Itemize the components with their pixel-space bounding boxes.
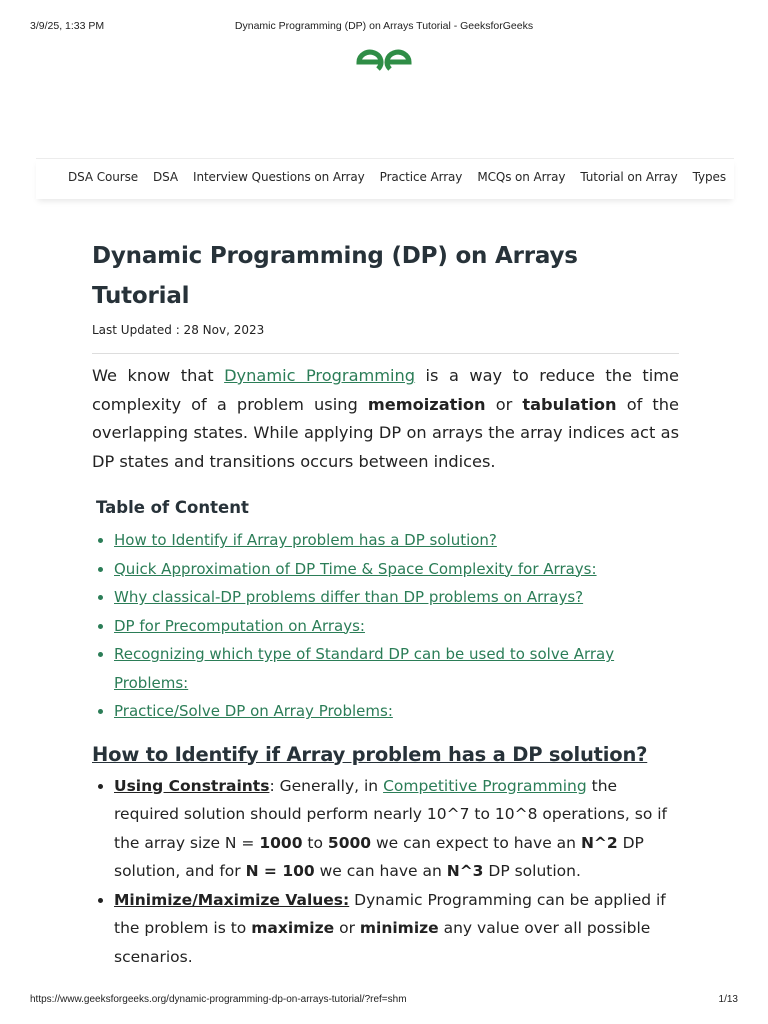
bold-value: maximize <box>251 919 335 937</box>
section-heading: How to Identify if Array problem has a DP solution? <box>92 742 648 766</box>
item-text: the required solution should perform nearly 10^7 to 10^8 operations, so if the array size N = <box>114 776 667 852</box>
bold-value: minimize <box>359 919 439 937</box>
minimize-maximize-label: Minimize/Maximize Values: <box>114 890 350 909</box>
nav-item-mcqs-on-array[interactable]: MCQs on Array <box>477 170 566 184</box>
toc-item <box>114 555 679 584</box>
page-number: 1/13 <box>718 994 738 1005</box>
intro-text: We know that <box>92 366 225 385</box>
toc-link[interactable]: Why classical-DP problems differ than DP problems on Arrays? <box>114 588 584 606</box>
item-text: DP solution. <box>483 862 581 880</box>
nav-item-practice-array[interactable]: Practice Array <box>379 170 463 184</box>
bold-value: N^3 <box>446 862 484 880</box>
item-text: we can expect to have an <box>371 833 581 852</box>
bold-value: N^2 <box>580 833 618 852</box>
dynamic-programming-link[interactable]: Dynamic Programming <box>224 366 416 385</box>
item-text: we can have an <box>314 862 447 880</box>
toc-item <box>114 612 679 641</box>
item-text: or <box>334 919 360 937</box>
toc-list <box>92 526 679 726</box>
item-text: Dynamic Programming can be applied if the problem is to <box>114 890 666 937</box>
intro-text: is a way to reduce the time complexity of a problem using <box>92 366 679 414</box>
nav-item-dsa-course[interactable]: DSA Course <box>68 170 138 184</box>
divider <box>92 353 679 354</box>
toc-item <box>114 526 679 555</box>
using-constraints-label: Using Constraints <box>114 776 270 795</box>
toc-item <box>114 583 679 612</box>
toc-link[interactable]: Recognizing which type of Standard DP can be used to solve Array Problems: <box>114 645 615 692</box>
top-nav-bar <box>36 158 734 199</box>
intro-text: or <box>485 394 523 414</box>
section-list <box>92 772 679 972</box>
nav-item-tutorial-on-array[interactable]: Tutorial on Array <box>580 170 678 184</box>
intro-paragraph <box>92 362 679 476</box>
item-text: any value over all possible scenarios. <box>114 919 651 966</box>
bold-value: 5000 <box>327 833 372 852</box>
item-text: DP solution, and for <box>114 833 644 880</box>
nav-item-interview-questions[interactable]: Interview Questions on Array <box>193 170 365 184</box>
memoization-term: memoization <box>367 394 486 414</box>
bold-value: 1000 <box>259 833 303 852</box>
intro-text: of the overlapping states. While applying DP on arrays the array indices act as DP states and transitions occurs between indices. <box>92 394 679 471</box>
toc-link[interactable]: How to Identify if Array problem has a DP solution? <box>114 531 497 549</box>
print-datetime: 3/9/25, 1:33 PM <box>30 20 105 32</box>
toc-heading: Table of Content <box>96 498 249 517</box>
toc-item <box>114 640 679 697</box>
list-item-constraints <box>114 772 679 886</box>
bold-value: N = 100 <box>245 862 315 880</box>
toc-link[interactable]: Quick Approximation of DP Time & Space Complexity for Arrays: <box>114 559 597 578</box>
item-text: : Generally, in <box>269 776 384 795</box>
print-header <box>30 20 738 34</box>
toc-link[interactable]: Practice/Solve DP on Array Problems: <box>114 702 393 720</box>
toc-item <box>114 697 679 726</box>
nav-item-types[interactable]: Types <box>692 170 726 184</box>
gfg-logo-icon[interactable] <box>352 46 416 78</box>
article-title: Dynamic Programming (DP) on Arrays Tutorial <box>92 243 578 309</box>
article <box>92 236 679 971</box>
item-text: to <box>302 833 328 852</box>
list-item-minmax <box>114 886 679 972</box>
tabulation-term: tabulation <box>522 394 617 414</box>
competitive-programming-link[interactable]: Competitive Programming <box>383 776 587 795</box>
print-footer <box>30 994 738 1008</box>
print-page-title: Dynamic Programming (DP) on Arrays Tutorial - GeeksforGeeks <box>234 20 534 32</box>
last-updated: Last Updated : 28 Nov, 2023 <box>92 323 265 337</box>
toc-link[interactable]: DP for Precomputation on Arrays: <box>114 616 365 635</box>
print-url: https://www.geeksforgeeks.org/dynamic-programming-dp-on-arrays-tutorial/?ref=shm <box>30 994 407 1005</box>
nav-item-dsa[interactable]: DSA <box>153 170 178 184</box>
